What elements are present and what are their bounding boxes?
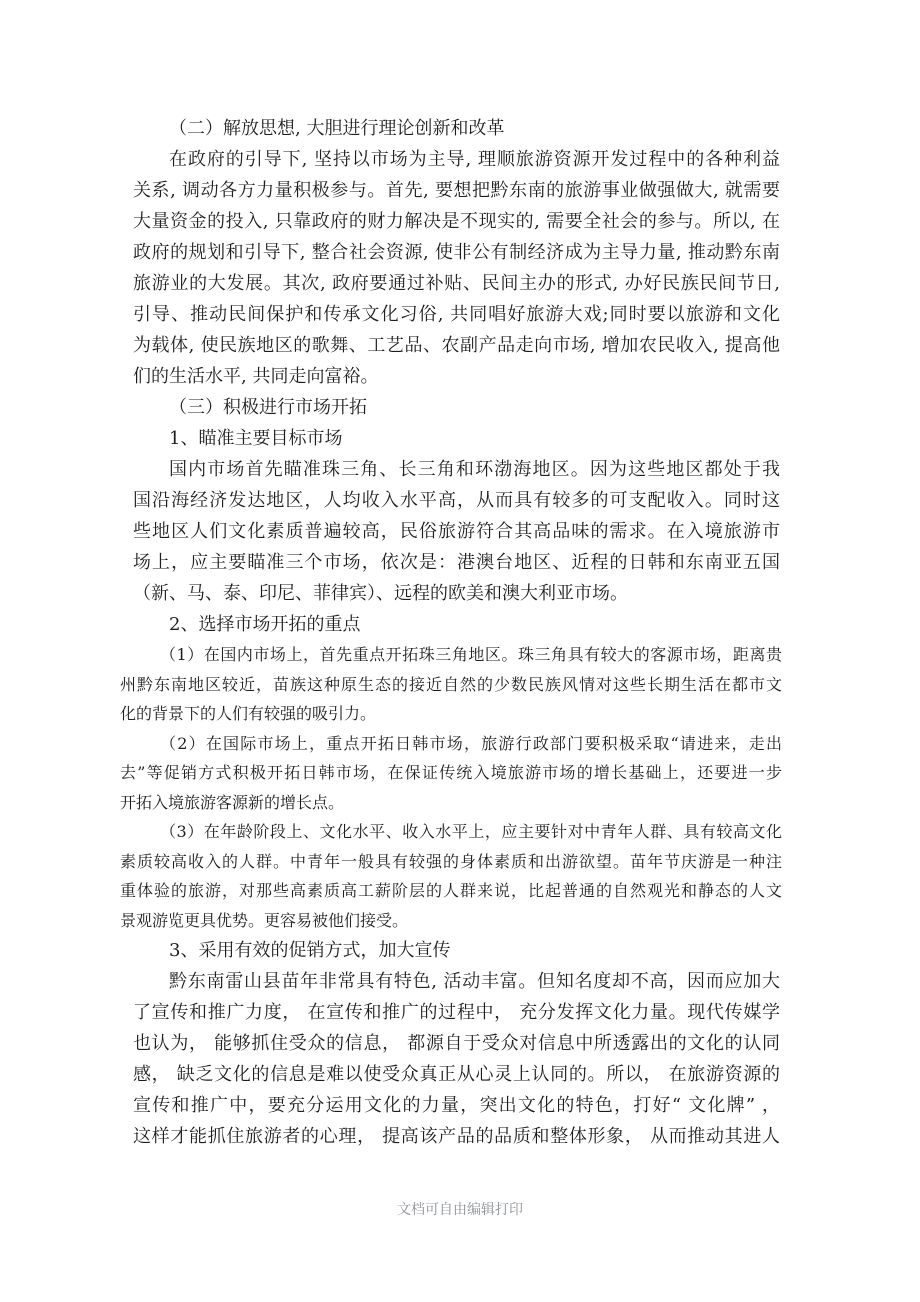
text-line: 在政府的引导下, 坚持以市场为主导, 理顺旅游资源开发过程中的各种利益: [169, 149, 780, 170]
text-line: （2）在国际市场上，重点开拓日韩市场，旅游行政部门要积极采取“请进来，走出: [160, 733, 782, 753]
text-line: 素质较高收入的人群。中青年一般具有较强的身体素质和出游欲望。苗年节庆游是一种注: [120, 851, 782, 871]
text-line: （二）解放思想, 大胆进行理论创新和改革: [169, 118, 505, 139]
text-line: 化的背景下的人们有较强的吸引力。: [120, 704, 377, 723]
text-line: 3、采用有效的促销方式，加大宣传: [169, 940, 451, 961]
text-line: 景观游览更具优势。更容易被他们接受。: [120, 910, 409, 930]
text-line: 感， 缺乏文化的信息是难以使受众真正从心灵上认同的。所以， 在旅游资源的: [133, 1064, 780, 1085]
text-line: 黔东南雷山县苗年非常具有特色, 活动丰富。但知名度却不高，因而应加大: [169, 971, 780, 992]
text-line: 也认为， 能够抓住受众的信息， 都源自于受众对信息中所透露出的文化的认同: [133, 1033, 780, 1054]
text-line: 们的生活水平, 共同走向富裕。: [133, 366, 379, 387]
footer-note: 文档可自由编辑打印: [397, 1202, 523, 1218]
text-line: 关系, 调动各方力量积极参与。首先, 要想把黔东南的旅游事业做强做大, 就需要: [133, 180, 780, 201]
text-line: 1、瞄准主要目标市场: [169, 428, 343, 449]
text-line: 去”等促销方式积极开拓日韩市场，在保证传统入境旅游市场的增长基础上，还要进一步: [120, 763, 782, 782]
text-line: 些地区人们文化素质普遍较高，民俗旅游符合其高品味的需求。在入境旅游市: [133, 521, 780, 542]
text-line: （三）积极进行市场开拓: [169, 397, 367, 418]
text-line: （1）在国内市场上，首先重点开拓珠三角地区。珠三角具有较大的客源市场，距离贵: [160, 645, 782, 664]
text-line: 这样才能抓住旅游者的心理， 提高该产品的品质和整体形象， 从而推动其进人: [133, 1126, 780, 1147]
text-line: 旅游业的大发展。其次, 政府要通过补贴、民间主办的形式, 办好民族民间节日,: [133, 273, 780, 294]
text-line: 开拓入境旅游客源新的增长点。: [120, 792, 345, 812]
text-line: 为载体, 使民族地区的歌舞、工艺品、农副产品走向市场, 增加农民收入, 提高他: [133, 335, 780, 356]
text-line: 政府的规划和引导下, 整合社会资源, 使非公有制经济成为主导力量, 推动黔东南: [133, 242, 780, 263]
text-line: 国沿海经济发达地区，人均收入水平高，从而具有较多的可支配收入。同时这: [133, 490, 780, 511]
text-line: 2、选择市场开拓的重点: [169, 614, 361, 635]
text-line: 宣传和推广中，要充分运用文化的力量，突出文化的特色，打好“ 文化牌” ，: [133, 1095, 780, 1116]
text-line: （3）在年龄阶段上、文化水平、收入水平上，应主要针对中青年人群、具有较高文化: [160, 822, 782, 841]
text-line: 国内市场首先瞄准珠三角、长三角和环渤海地区。因为这些地区都处于我: [169, 459, 780, 480]
text-line: 州黔东南地区较近，苗族这种原生态的接近自然的少数民族风情对这些长期生活在都市文: [120, 674, 782, 694]
text-line: 重体验的旅游，对那些高素质高工薪阶层的人群来说，比起普通的自然观光和静态的人文: [120, 881, 782, 900]
text-line: 引导、推动民间保护和传承文化习俗, 共同唱好旅游大戏;同时要以旅游和文化: [133, 304, 780, 325]
text-line: 了宣传和推广力度， 在宣传和推广的过程中， 充分发挥文化力量。现代传媒学: [133, 1002, 780, 1023]
text-line: （新、马、泰、印尼、菲律宾）、远程的欧美和澳大利亚市场。: [133, 583, 628, 604]
text-line: 场上，应主要瞄准三个市场，依次是：港澳台地区、近程的日韩和东南亚五国: [133, 552, 780, 573]
text-line: 大量资金的投入, 只靠政府的财力解决是不现实的, 需要全社会的参与。所以, 在: [133, 211, 780, 232]
